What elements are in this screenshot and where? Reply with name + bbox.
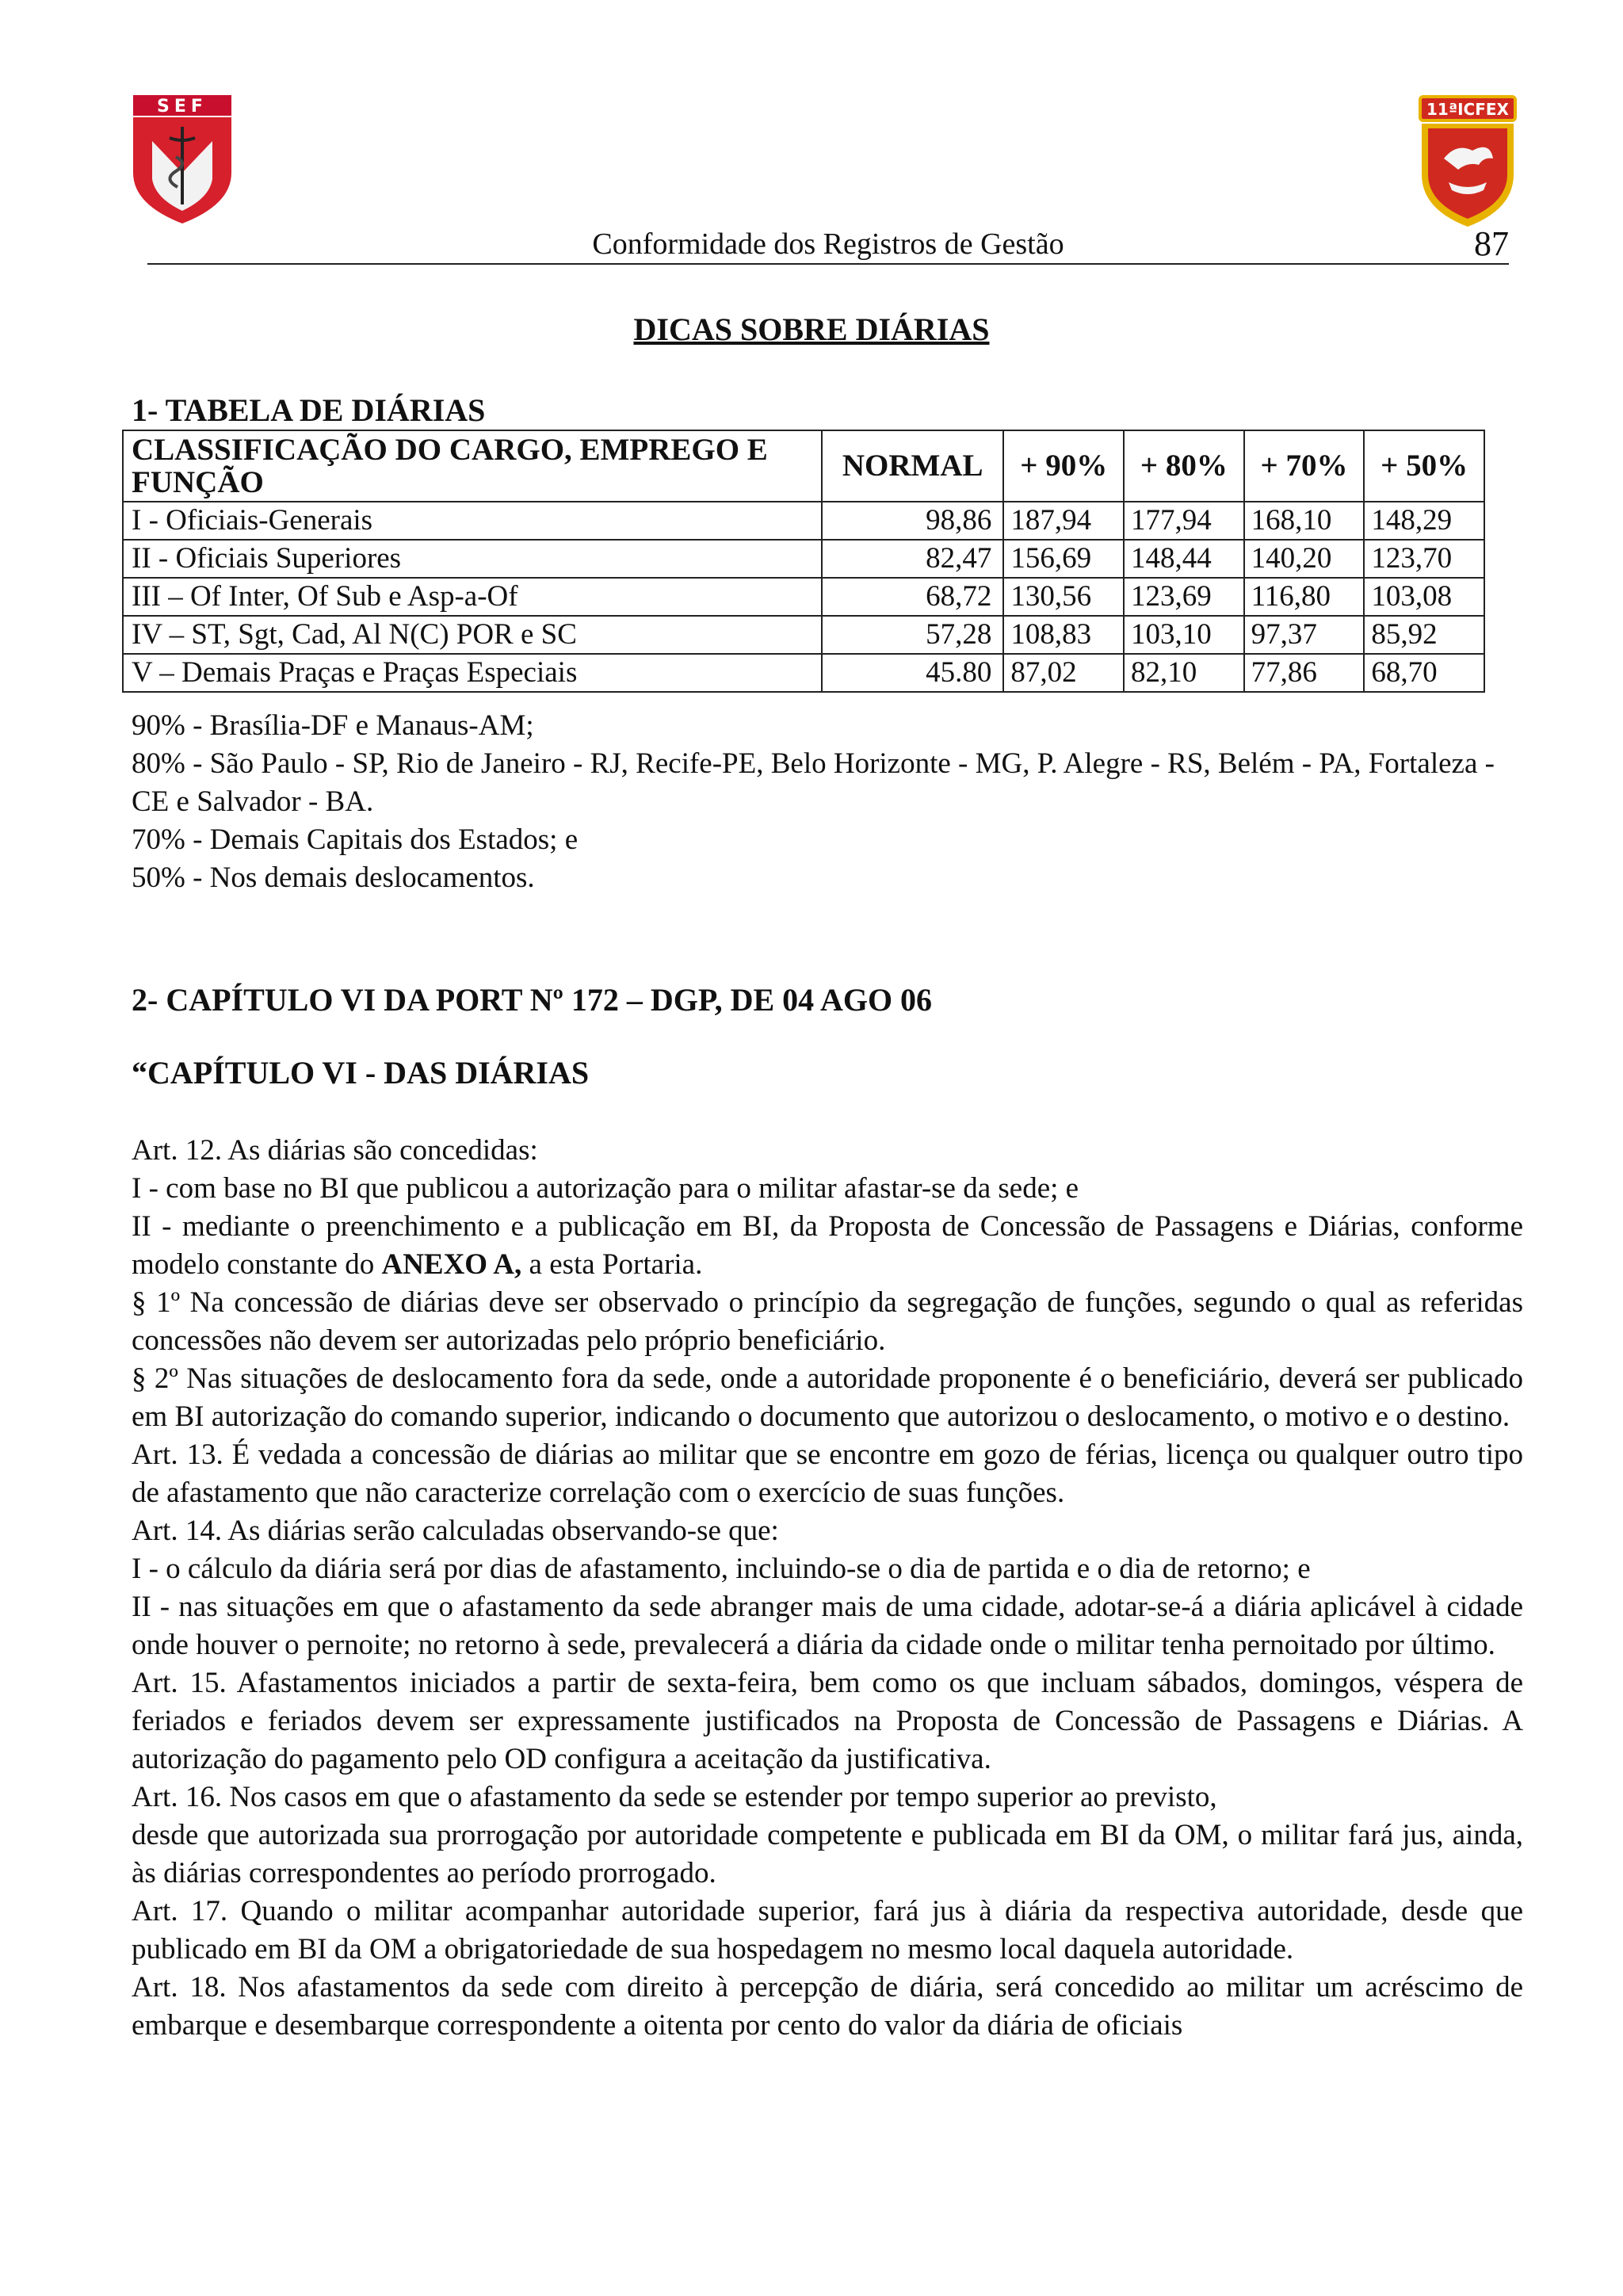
table-cell: 140,20: [1244, 540, 1365, 578]
paragraph: Art. 13. É vedada a concessão de diárias ao militar que se encontre em gozo de férias, licença ou qualquer outro tipo de afastamento que não caracterize correlação com o exercício de suas funções.: [132, 1438, 1523, 1509]
table-cell: I - Oficiais-Generais: [123, 502, 822, 540]
table-cell: 82,47: [822, 540, 1003, 578]
table-cell: 103,08: [1364, 578, 1484, 616]
table-row: [123, 502, 1484, 540]
table-cell: 148,44: [1124, 540, 1244, 578]
table-cell: 156,69: [1003, 540, 1124, 578]
paragraph: Art. 17. Quando o militar acompanhar autoridade superior, fará jus à diária da respectiva autoridade, desde que publicado em BI da OM a obrigatoriedade de sua hospedagem no mesmo local daquela autoridade.: [132, 1895, 1523, 1966]
page-number: 87: [1474, 224, 1509, 263]
section-2-heading: 2- CAPÍTULO VI DA PORT Nº 172 – DGP, DE 04 AGO 06: [132, 982, 933, 1018]
paragraph: desde que autorizada sua prorrogação por autoridade competente e publicada em BI da OM, o militar fará jus, ainda, às diárias correspondentes ao período prorrogado.: [132, 1819, 1523, 1889]
annex-reference: ANEXO A,: [381, 1248, 522, 1281]
running-title: Conformidade dos Registros de Gestão: [592, 227, 1064, 261]
table-cell: III – Of Inter, Of Sub e Asp-a-Of: [123, 578, 822, 616]
paragraph: Art. 16. Nos casos em que o afastamento da sede se estender por tempo superior ao previsto,: [132, 1781, 1217, 1813]
table-cell: 108,83: [1003, 616, 1124, 654]
paragraph: Art. 12. As diárias são concedidas:: [132, 1134, 538, 1167]
svg-text:SEF: SEF: [157, 97, 208, 117]
column-header: + 80%: [1124, 430, 1244, 502]
table-cell: 103,10: [1124, 616, 1244, 654]
table-row: [123, 654, 1484, 692]
paragraph: Art. 18. Nos afastamentos da sede com direito à percepção de diária, será concedido ao militar um acréscimo de embarque e desembarque correspondente a oitenta por cento do valor da diária de oficiais: [132, 1971, 1523, 2042]
table-cell: 45.80: [822, 654, 1003, 692]
chapter-body: [132, 1132, 1523, 2045]
sef-logo: [132, 94, 233, 225]
running-header: [147, 223, 1509, 265]
section-1-heading: 1- TABELA DE DIÁRIAS: [132, 392, 486, 428]
paragraph-text: II - mediante o preenchimento e a publicação em BI, da Proposta de Concessão de Passagens e Diárias, conforme modelo constante do: [132, 1210, 1523, 1281]
paragraph: [132, 1208, 1523, 1284]
daily-rates-table: [122, 430, 1485, 693]
column-header: NORMAL: [822, 430, 1003, 502]
column-header: + 50%: [1364, 430, 1484, 502]
table-cell: 123,70: [1364, 540, 1484, 578]
column-header: + 90%: [1003, 430, 1124, 502]
table-cell: 98,86: [822, 502, 1003, 540]
paragraph: § 1º Na concessão de diárias deve ser observado o princípio da segregação de funções, segundo o qual as referidas concessões não devem ser autorizadas pelo próprio beneficiário.: [132, 1286, 1523, 1357]
table-cell: IV – ST, Sgt, Cad, Al N(C) POR e SC: [123, 616, 822, 654]
note-line: 90% - Brasília-DF e Manaus-AM;: [132, 709, 534, 742]
icfex-logo: [1417, 94, 1518, 228]
paragraph-text: a esta Portaria.: [521, 1248, 703, 1281]
document-title: DICAS SOBRE DIÁRIAS: [633, 311, 990, 347]
table-cell: 68,72: [822, 578, 1003, 616]
table-cell: 97,37: [1244, 616, 1365, 654]
table-cell: 168,10: [1244, 502, 1365, 540]
table-cell: II - Oficiais Superiores: [123, 540, 822, 578]
table-cell: 148,29: [1364, 502, 1484, 540]
note-line: 70% - Demais Capitais dos Estados; e: [132, 823, 579, 856]
table-cell: 82,10: [1124, 654, 1244, 692]
table-cell: 57,28: [822, 616, 1003, 654]
table-row: [123, 540, 1484, 578]
paragraph: § 2º Nas situações de deslocamento fora da sede, onde a autoridade proponente é o beneficiário, deverá ser publicado em BI autorização do comando superior, indicando o documento que autorizou o deslocamento, o motivo e o destino.: [132, 1362, 1523, 1433]
table-row: [123, 578, 1484, 616]
table-cell: V – Demais Praças e Praças Especiais: [123, 654, 822, 692]
paragraph: Art. 15. Afastamentos iniciados a partir de sexta-feira, bem como os que incluam sábados, domingos, véspera de feriados e feriados devem ser expressamente justificados na Proposta de Concessão de Passagens e Diárias. A autorização do pagamento pelo OD configura a aceitação da justificativa.: [132, 1667, 1523, 1775]
table-row: [123, 616, 1484, 654]
table-cell: 87,02: [1003, 654, 1124, 692]
note-line: 50% - Nos demais deslocamentos.: [132, 861, 535, 894]
note-line: 80% - São Paulo - SP, Rio de Janeiro - RJ, Recife-PE, Belo Horizonte - MG, P. Alegre - RS, Belém - PA, Fortaleza - CE e Salvador - BA.: [132, 747, 1495, 818]
table-cell: 130,56: [1003, 578, 1124, 616]
table-header-row: [123, 430, 1484, 502]
table-cell: 123,69: [1124, 578, 1244, 616]
table-cell: 68,70: [1364, 654, 1484, 692]
paragraph: I - o cálculo da diária será por dias de afastamento, incluindo-se o dia de partida e o dia de retorno; e: [132, 1553, 1311, 1585]
table-cell: 177,94: [1124, 502, 1244, 540]
svg-text:11ªICFEX: 11ªICFEX: [1426, 100, 1509, 119]
paragraph: Art. 14. As diárias serão calculadas observando-se que:: [132, 1515, 779, 1547]
rate-notes: [132, 707, 1523, 897]
chapter-heading: “CAPÍTULO VI - DAS DIÁRIAS: [132, 1055, 590, 1091]
table-cell: 77,86: [1244, 654, 1365, 692]
table-cell: 116,80: [1244, 578, 1365, 616]
table-cell: 85,92: [1364, 616, 1484, 654]
column-header: + 70%: [1244, 430, 1365, 502]
paragraph: II - nas situações em que o afastamento da sede abranger mais de uma cidade, adotar-se-á a diária aplicável à cidade onde houver o pernoite; no retorno à sede, prevalecerá a diária da cidade onde o militar tenha pernoitado por último.: [132, 1591, 1523, 1661]
paragraph: I - com base no BI que publicou a autorização para o militar afastar-se da sede; e: [132, 1172, 1079, 1205]
table-cell: 187,94: [1003, 502, 1124, 540]
column-header: CLASSIFICAÇÃO DO CARGO, EMPREGO E FUNÇÃO: [123, 430, 822, 502]
